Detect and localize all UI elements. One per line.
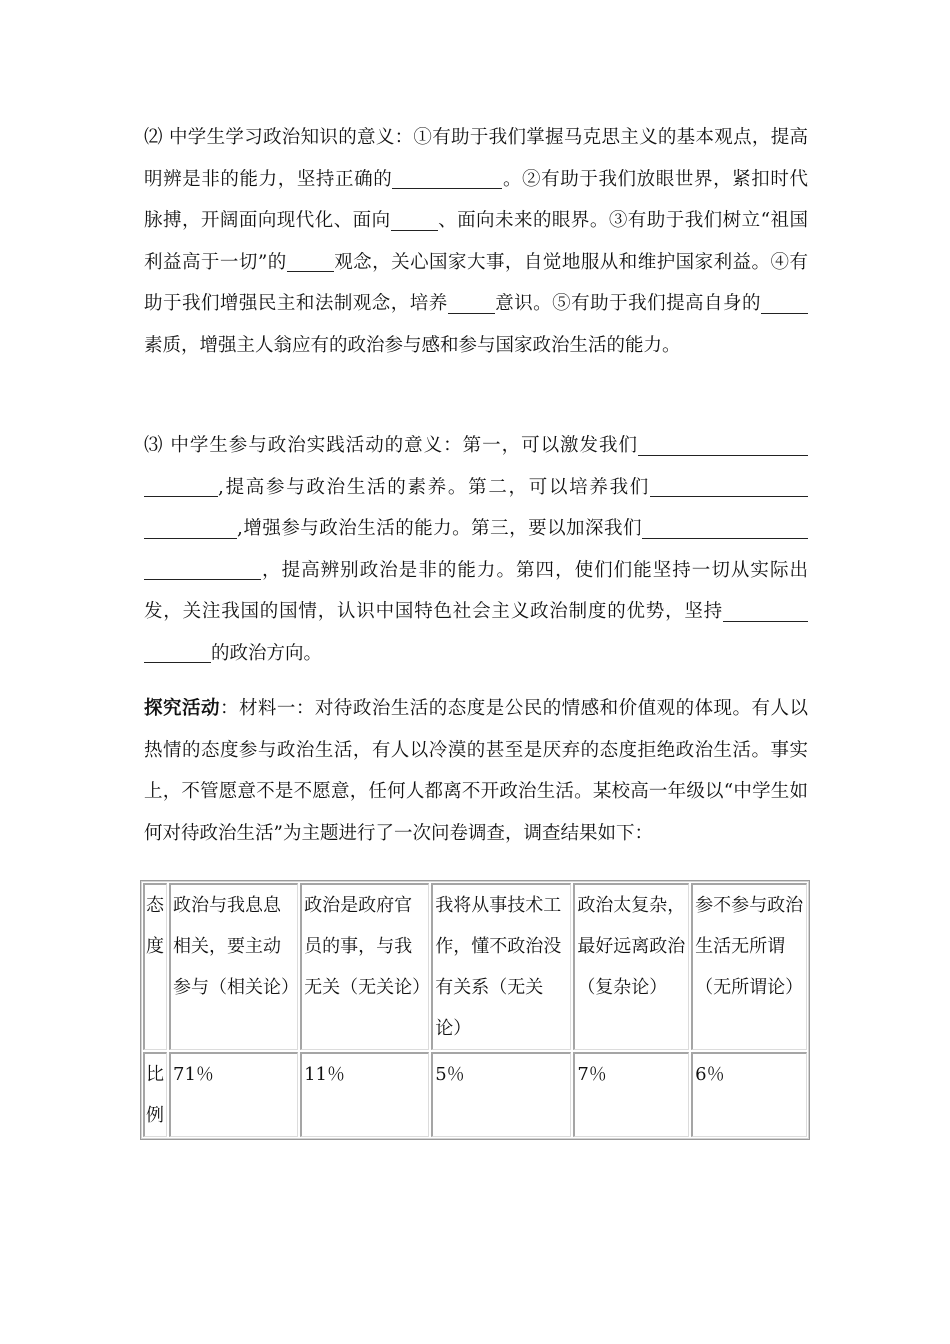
text: ⑵ 中学生学习政治知识的意义：①有助于我们掌握马克思主义的基本观点，提高明辨是非的能力，坚持正确的 — [144, 127, 808, 190]
fill-blank[interactable] — [287, 252, 334, 272]
table-row-attitude — [143, 883, 807, 1050]
text: 。②有助于我们放眼世界，紧扣时代脉搏，开阔面向现代化、面向 — [144, 168, 808, 231]
inquiry-text: ：材料一：对待政治生活的态度是公民的情感和价值观的体现。有人以热情的态度参与政治生活，有人以冷漠的甚至是厌弃的态度拒绝政治生活。事实上，不管愿意不是不愿意，任何人都离不开政治生活。某校高一年级以“中学生如何对待政治生活”为主题进行了一次问卷调查，调查结果如下： — [144, 698, 808, 844]
paragraph-political-practice — [144, 425, 808, 674]
fill-blank[interactable] — [144, 518, 237, 538]
text: 素质，增强主人翁应有的政治参与感和参与国家政治生活的能力。 — [144, 334, 681, 356]
fill-blank[interactable] — [144, 560, 261, 580]
paragraph-inquiry-activity — [144, 688, 808, 854]
ratio-cell: 71％ — [169, 1052, 298, 1137]
text: ,增强参与政治生活的能力。第三，要以加深我们 — [237, 518, 642, 539]
table-row-ratio — [143, 1052, 807, 1137]
text: 的政治方向。 — [211, 642, 323, 664]
fill-blank[interactable] — [391, 210, 438, 230]
text: 、面向未来的眼界。③有助于我们树立“祖国利益高于一切”的 — [144, 210, 808, 273]
ratio-cell: 7％ — [573, 1052, 689, 1137]
fill-blank[interactable] — [144, 643, 211, 663]
attitude-cell-related: 政治与我息息相关，要主动参与（相关论） — [169, 883, 298, 1050]
text: 意识。⑤有助于我们提高自身的 — [494, 293, 761, 314]
ratio-cell: 5％ — [431, 1052, 571, 1137]
attitude-cell-indifferent: 参不参与政治生活无所谓（无所谓论） — [691, 883, 807, 1050]
ratio-cell: 6％ — [691, 1052, 807, 1137]
row-header-ratio: 比例 — [143, 1052, 167, 1137]
fill-blank[interactable] — [144, 477, 218, 497]
paragraph-political-knowledge — [144, 117, 808, 366]
fill-blank[interactable] — [723, 601, 808, 621]
ratio-cell: 11％ — [300, 1052, 429, 1137]
text: ，提高辨别政治是非的能力。第四，使们们能坚持一切从实际出发，关注我国的国情，认识中国特色社会主义政治制度的优势，坚持 — [144, 559, 808, 622]
fill-blank[interactable] — [392, 169, 502, 189]
fill-blank[interactable] — [650, 477, 808, 497]
fill-blank[interactable] — [638, 435, 808, 455]
row-header-attitude: 态度 — [143, 883, 167, 1050]
inquiry-label: 探究活动 — [144, 698, 220, 719]
fill-blank[interactable] — [761, 293, 808, 313]
text: 观念，关心国家大事，自觉地服从和维护国家利益。④有助于我们增强民主和法制观念，培养 — [144, 251, 808, 314]
text: ⑶ 中学生参与政治实践活动的意义：第一，可以激发我们 — [144, 435, 638, 456]
text: ,提高参与政治生活的素养。第二，可以培养我们 — [218, 476, 650, 498]
survey-results-table — [140, 880, 810, 1140]
attitude-cell-technical: 我将从事技术工作，懂不政治没有关系（无关论） — [431, 883, 571, 1050]
fill-blank[interactable] — [448, 293, 495, 313]
fill-blank[interactable] — [642, 518, 808, 538]
attitude-cell-unrelated: 政治是政府官员的事，与我无关（无关论） — [300, 883, 429, 1050]
attitude-cell-complex: 政治太复杂，最好远离政治（复杂论） — [573, 883, 689, 1050]
